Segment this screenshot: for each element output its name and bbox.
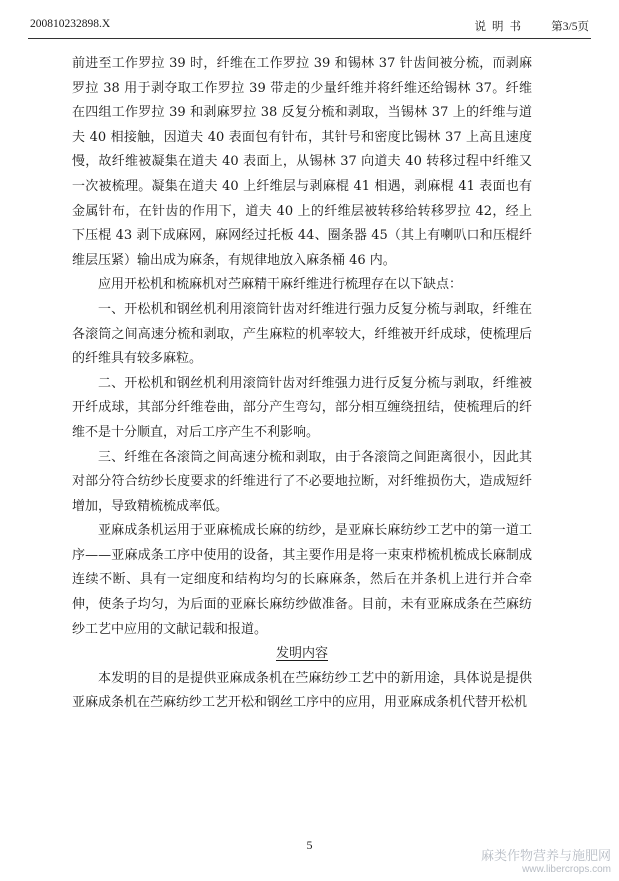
paragraph-7: 本发明的目的是提供亚麻成条机在苎麻纺纱工艺中的新用途，具体说是提供亚麻成条机在苎麻纺纱工艺开松和钢丝工序中的应用，用亚麻成条机代替开松机 <box>72 670 532 711</box>
paragraph-2: 应用开松机和梳麻机对苎麻精干麻纤维进行梳理存在以下缺点： <box>98 277 463 293</box>
paragraph-6: 亚麻成条机运用于亚麻梳成长麻的纺纱，是亚麻长麻纺纱工艺中的第一道工序——亚麻成条工序中使用的设备，其主要作用是将一束束栉梳机梳成长麻制成连续不断、具有一定细度和结构均匀的长麻麻条，然后在并条机上进行并合牵伸，使条子均匀，为后面的亚麻长麻纺纱做准备。目前，未有亚麻成条在苎麻纺纱工艺中应用的文献记载和报道。 <box>72 523 532 637</box>
page-header <box>30 18 589 34</box>
section-heading: 发明内容 <box>275 646 328 662</box>
watermark <box>481 845 611 875</box>
watermark-title: 麻类作物营养与施肥网 <box>480 848 611 863</box>
document-number: 200810232898.X <box>30 18 111 30</box>
paragraph-3: 一、开松机和钢丝机利用滚筒针齿对纤维进行强力反复分梳与剥取，纤维在各滚筒之间高速分梳和剥取，产生麻粒的机率较大，纤维被开纤成球，使梳理后的纤维具有较多麻粒。 <box>72 301 532 367</box>
document-body <box>72 52 532 716</box>
watermark-url: www.libercrops.com <box>522 864 611 875</box>
paragraph-1: 前进至工作罗拉 39 时，纤维在工作罗拉 39 和锡林 37 针齿间被分梳，而剥麻罗拉 38 用于剥夺取工作罗拉 39 带走的少量纤维并将纤维还给锡林 37。纤维在四组工作罗拉 39 和剥麻罗拉 38 反复分梳和剥取，当锡林 37 上的纤维与道夫 40 相接触，因道夫 40 表面包有针布，其针号和密度比锡林 37 上高且速度慢，故纤维被凝集在道夫 40 表面上，从锡林 37 向道夫 40 转移过程中纤维又一次被梳理。凝集在道夫 40 上纤维层与剥麻棍 41 相遇，剥麻棍 41 表面也有金属针布，在针齿的作用下，道夫 40 上的纤维层被转移给转移罗拉 42，经上下压棍 43 剥下成麻网，麻网经过托板 44、圈条器 45（其上有喇叭口和压棍纤维层压紧）输出成为麻条，有规律地放入麻条桶 46 内。 <box>72 56 532 268</box>
page-info: 第3/5页 <box>551 21 589 33</box>
header-rule <box>28 38 591 39</box>
document-type: 说明书 <box>474 21 527 33</box>
page-number: 5 <box>306 838 313 852</box>
paragraph-5: 三、纤维在各滚筒之间高速分梳和剥取，由于各滚筒之间距离很小，因此其对部分符合纺纱长度要求的纤维进行了不必要地拉断，对纤维损伤大，造成短纤增加，导致精梳梳成率低。 <box>72 449 532 514</box>
paragraph-4: 二、开松机和钢丝机利用滚筒针齿对纤维强力进行反复分梳与剥取，纤维被开纤成球，其部分纤维卷曲，部分产生弯勾，部分相互缠绕扭结，使梳理后的纤维不是十分顺直，对后工序产生不利影响。 <box>72 375 532 440</box>
